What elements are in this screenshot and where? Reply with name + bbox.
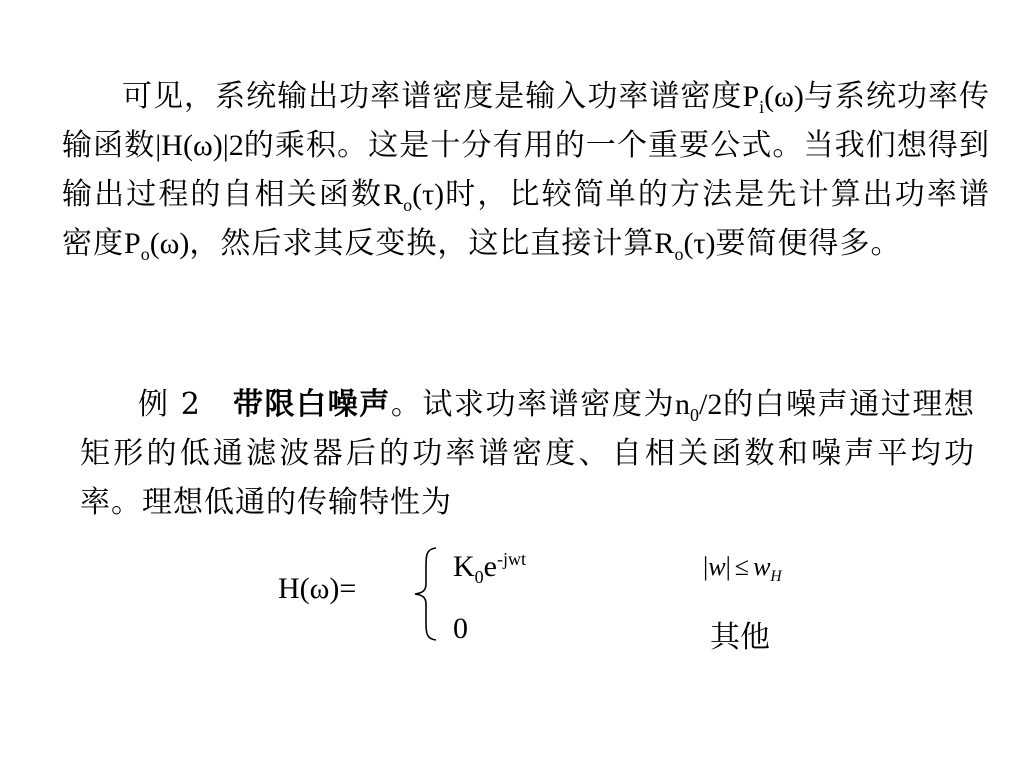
para1-text-6: 要简便得多。 xyxy=(715,226,902,261)
para2-text-2: 的白噪声通过理想矩形的低通滤波器后的功率谱密度、自相关函数和噪声平均功率。理想低通的传输特性为 xyxy=(80,387,975,520)
example-title: 带限白噪声 xyxy=(232,387,391,422)
example-label: 例 2 xyxy=(138,387,233,422)
less-equal-sign: ≤ xyxy=(734,552,750,581)
para1-text-3: 的乘积。这是十分有用的一个重要公式。当我们想得到输出过程的自相关函数 xyxy=(62,128,991,212)
para2-text-1: 。试求功率谱密度为 xyxy=(390,387,676,422)
case1-exponent: -jwt xyxy=(497,549,526,569)
abs-bar-open: | xyxy=(703,552,709,581)
case1-e: e xyxy=(483,550,497,583)
equation-lhs: H(ω)= xyxy=(278,572,357,605)
case2-value: 0 xyxy=(453,612,468,645)
para1-tau-2: (τ) xyxy=(683,227,716,260)
para1-symbol-P: P xyxy=(742,80,760,113)
para1-text-5: ，然后求其反变换，这比直接计算 xyxy=(189,226,655,261)
para1-symbol-R-2: R xyxy=(654,227,675,260)
abs-bar-close: | xyxy=(725,552,731,581)
cond-w: w xyxy=(708,552,726,581)
para1-text-4: 时，比较简单的方法是先计算出功率谱密度 xyxy=(62,177,991,261)
cond-wH: w xyxy=(753,552,771,581)
para1-subscript-o-3: o xyxy=(674,244,684,264)
para1-subscript-i: i xyxy=(759,97,765,117)
case1-value xyxy=(453,549,526,587)
case2-condition: 其他 xyxy=(710,620,770,655)
case1-K: K xyxy=(453,550,475,583)
paragraph-example-2 xyxy=(80,380,975,527)
para2-symbol-n: n xyxy=(675,388,691,421)
para1-symbol-P-out: P xyxy=(124,227,141,260)
cond-wH-subscript: H xyxy=(770,568,782,586)
para2-over-2: /2 xyxy=(699,388,723,421)
para1-subscript-o-2: o xyxy=(140,244,150,264)
para1-tau: (τ) xyxy=(412,178,445,211)
para1-H-omega-squared: |H(ω)|2 xyxy=(155,129,244,162)
para2-subscript-0: 0 xyxy=(690,405,700,425)
left-brace xyxy=(410,546,440,642)
para1-text-1: 可见，系统输出功率谱密度是输入功率谱密度 xyxy=(122,79,743,114)
para1-omega-2: (ω) xyxy=(149,227,190,260)
para1-text-2: 与系统功率传输函数 xyxy=(62,79,991,163)
paragraph-power-spectrum xyxy=(62,72,990,268)
case1-condition xyxy=(703,552,782,586)
case1-K-subscript: 0 xyxy=(474,567,484,587)
para1-omega: (ω) xyxy=(764,80,804,113)
para1-subscript-o: o xyxy=(403,195,413,215)
para1-symbol-R: R xyxy=(383,178,404,211)
